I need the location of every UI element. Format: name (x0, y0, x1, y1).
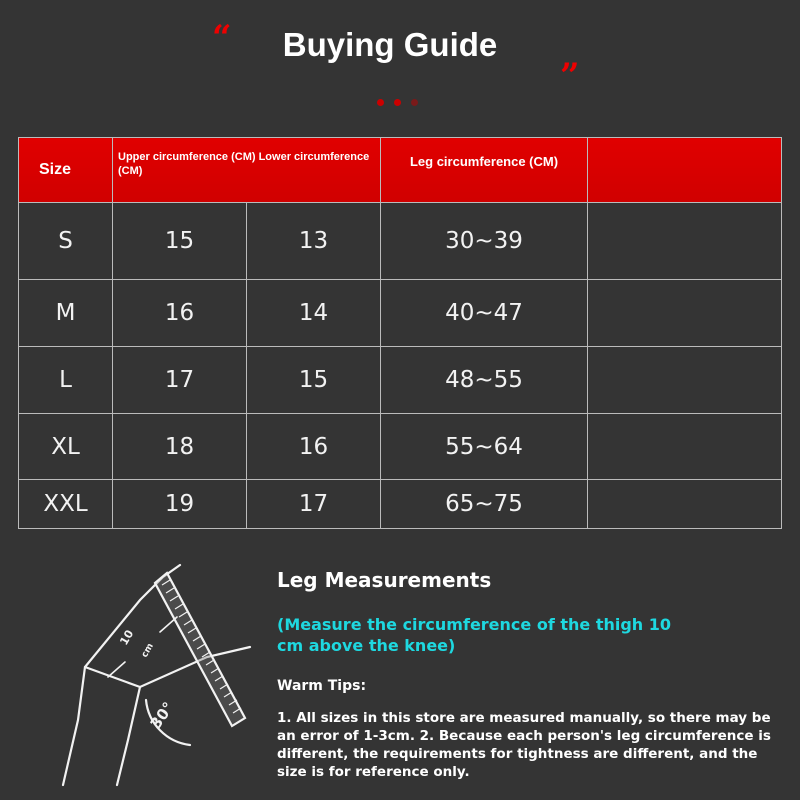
distance-label: 10 (117, 627, 137, 648)
quote-close-mark: ” (560, 56, 580, 96)
cell-upper: 18 (113, 414, 247, 480)
cell-leg: 55~64 (381, 414, 588, 480)
cell-size: M (19, 280, 113, 347)
quote-open-mark: “ (212, 18, 232, 58)
cell-leg: 48~55 (381, 347, 588, 414)
cell-lower: 16 (247, 414, 381, 480)
cell-size: L (19, 347, 113, 414)
cell-upper: 17 (113, 347, 247, 414)
cell-upper: 19 (113, 480, 247, 529)
cell-size: XL (19, 414, 113, 480)
page-title: Buying Guide (282, 26, 498, 63)
warm-tips-label: Warm Tips: (277, 678, 367, 694)
cell-upper: 16 (113, 280, 247, 347)
measurements-heading: Leg Measurements (277, 568, 492, 592)
header-leg: Leg circumference (CM) (381, 138, 588, 203)
measurement-note: (Measure the circumference of the thigh 10 cm above the knee) (277, 615, 672, 655)
warm-tips-text: 1. All sizes in this store are measured manually, so there may be an error of 1-3cm. 2. Because each person's leg circumference is different, the requirements for tightness are different, and the size is for reference only. (277, 710, 771, 780)
unit-label: cm (139, 641, 156, 660)
cell-leg: 40~47 (381, 280, 588, 347)
cell-leg: 30~39 (381, 203, 588, 280)
cell-lower: 15 (247, 347, 381, 414)
cell-leg: 65~75 (381, 480, 588, 529)
cell-lower: 13 (247, 203, 381, 280)
cell-lower: 14 (247, 280, 381, 347)
angle-label: 30° (146, 698, 178, 733)
cell-size: XXL (19, 480, 113, 529)
header-circumference: Upper circumference (CM) Lower circumference (CM) (113, 138, 381, 203)
cell-lower: 17 (247, 480, 381, 529)
header-size: Size (19, 138, 113, 203)
cell-upper: 15 (113, 203, 247, 280)
cell-size: S (19, 203, 113, 280)
